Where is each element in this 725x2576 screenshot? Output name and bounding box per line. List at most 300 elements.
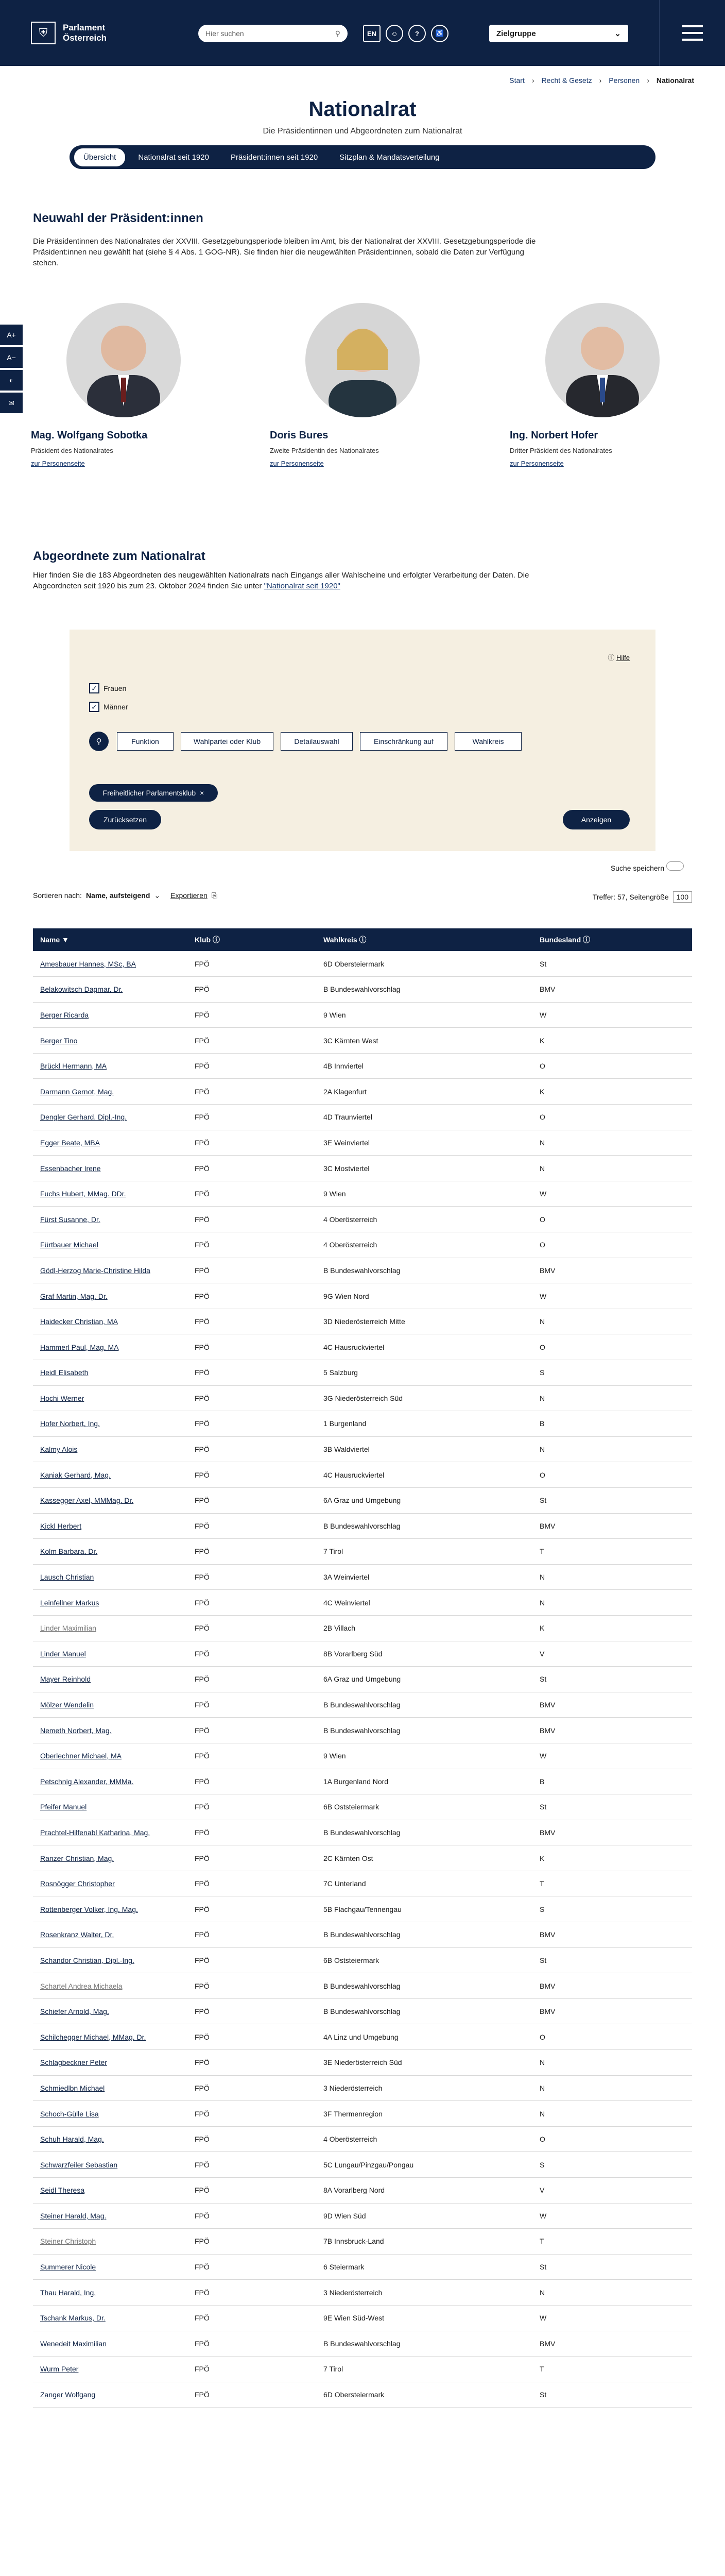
col-club-label: Klub [195,936,211,944]
deputy-link[interactable]: Petschnig Alexander, MMMa. [40,1777,134,1786]
show-button[interactable]: Anzeigen [563,810,630,829]
cell-constituency: 9 Wien [316,1002,532,1028]
accessibility-icon[interactable]: ♿ [431,25,448,42]
filter-function-button[interactable]: Funktion [117,732,174,751]
col-name-label: Name [40,936,60,944]
cell-state: BMV [532,2331,692,2357]
table-row [33,1258,692,1283]
deputy-link[interactable]: Summerer Nicole [40,2263,96,2272]
cell-constituency: 7 Tirol [316,2357,532,2382]
cell-club: FPÖ [187,2152,316,2178]
deputy-link[interactable]: Nemeth Norbert, Mag. [40,1726,112,1735]
cell-constituency: B Bundeswahlvorschlag [316,1922,532,1948]
cell-constituency: 4B Innviertel [316,1053,532,1079]
cell-state: K [532,1028,692,1054]
deputies-intro-text: Hier finden Sie die 183 Abgeordneten des neugewählten Nationalrats nach Eingangs aller Wahlscheine und erfolgter Verarbeitung der Daten. Die Abgeordneten seit 1920 bis zum 23. Oktober 2024 finden Sie unter [33,571,529,590]
cell-name [33,1334,187,1360]
cell-state: St [532,1947,692,1973]
cell-constituency: 7 Tirol [316,1539,532,1565]
cell-club: FPÖ [187,1028,316,1054]
export-icon[interactable]: ⎘ [211,891,217,900]
cell-name [33,2254,187,2280]
cell-name [33,1002,187,1028]
save-search-link[interactable] [611,861,684,872]
cell-club: FPÖ [187,1845,316,1871]
cell-club: FPÖ [187,1947,316,1973]
deputy-link[interactable]: Schmiedlbn Michael [40,2083,105,2092]
nationalrat-1920-link[interactable]: "Nationalrat seit 1920" [264,582,340,590]
filter-restriction-button[interactable]: Einschränkung auf [360,732,447,751]
cell-state: BMV [532,977,692,1003]
table-row [33,1947,692,1973]
cell-constituency: B Bundeswahlvorschlag [316,1258,532,1283]
deputy-link[interactable]: Schartel Andrea Michaela [40,1981,123,1990]
cell-state: N [532,1564,692,1590]
deputy-link[interactable]: Fürst Susanne, Dr. [40,1215,100,1224]
font-increase-button[interactable]: A+ [0,325,23,345]
cell-state: O [532,1232,692,1258]
cell-constituency: 3C Mostviertel [316,1156,532,1181]
cell-constituency: 1A Burgenland Nord [316,1769,532,1794]
cell-name [33,1641,187,1667]
cell-state: T [532,2357,692,2382]
cell-constituency: 3E Niederösterreich Süd [316,2050,532,2076]
cell-constituency: 3 Niederösterreich [316,2075,532,2101]
person-page-link[interactable]: zur Personenseite [510,460,564,467]
cell-constituency: 9D Wien Süd [316,2203,532,2229]
checkbox-women[interactable]: ✓ Frauen [89,683,126,693]
cell-club: FPÖ [187,951,316,977]
sort-value: Name, aufsteigend [85,891,150,900]
deputy-link[interactable]: Heidl Elisabeth [40,1368,89,1377]
cell-constituency: B Bundeswahlvorschlag [316,1513,532,1539]
cell-name [33,1028,187,1054]
table-row [33,1181,692,1207]
deputy-link[interactable]: Schandor Christian, Dipl.-Ing. [40,1956,134,1964]
table-row [33,2101,692,2127]
president-role: Dritter Präsident des Nationalrates [510,447,612,454]
cell-club: FPÖ [187,1207,316,1232]
page-subtitle: Die Präsidentinnen und Abgeordneten zum Nationalrat [263,127,462,135]
cell-state: S [532,1360,692,1386]
table-row [33,2254,692,2280]
cell-name [33,1283,187,1309]
cell-name [33,1667,187,1692]
cell-club: FPÖ [187,1334,316,1360]
menu-button[interactable] [659,0,725,66]
cell-name [33,1794,187,1820]
table-row [33,1079,692,1105]
tab-bar [70,145,655,169]
cell-state: N [532,1436,692,1462]
deputy-link[interactable]: Zanger Wolfgang [40,2391,96,2399]
col-state[interactable]: Bundesland ⓘ [532,928,692,951]
deputy-link[interactable]: Leinfellner Markus [40,1598,99,1607]
cell-constituency: 5 Salzburg [316,1360,532,1386]
reset-button[interactable]: Zurücksetzen [89,810,161,829]
cell-constituency: 7C Unterland [316,1871,532,1896]
president-photo [545,303,660,417]
cell-state: St [532,1487,692,1513]
table-row [33,1309,692,1334]
deputy-link[interactable]: Schlagbeckner Peter [40,2058,107,2067]
cell-club: FPÖ [187,1641,316,1667]
cell-club: FPÖ [187,1411,316,1437]
cell-club: FPÖ [187,1053,316,1079]
deputy-link[interactable]: Fürtbauer Michael [40,1241,98,1249]
cell-constituency: B Bundeswahlvorschlag [316,1820,532,1845]
cell-state: St [532,951,692,977]
deputy-link[interactable]: Haidecker Christian, MA [40,1317,118,1326]
table-row [33,1564,692,1590]
zielgruppe-label: Zielgruppe [496,29,536,38]
deputy-link[interactable]: Linder Maximilian [40,1624,96,1633]
president-name: Ing. Norbert Hofer [510,430,598,441]
mail-button[interactable]: ✉ [0,393,23,413]
cell-club: FPÖ [187,1820,316,1845]
contrast-button[interactable]: ◐ [0,370,23,391]
table-row [33,2357,692,2382]
deputy-link[interactable]: Brückl Hermann, MA [40,1062,107,1071]
cell-club: FPÖ [187,2305,316,2331]
cell-name [33,2178,187,2204]
deputy-link[interactable]: Egger Beate, MBA [40,1138,100,1147]
cell-name [33,2126,187,2152]
table-row [33,2075,692,2101]
section-heading-presidents: Neuwahl der Präsident:innen [33,211,203,225]
table-row [33,2024,692,2050]
deputy-link[interactable]: Essenbacher Irene [40,1164,101,1173]
easy-language-icon[interactable]: ☺ [386,25,403,42]
deputies-intro [33,570,538,591]
logo-line-2: Österreich [63,33,107,43]
cell-state: O [532,1207,692,1232]
cell-constituency: 6A Graz und Umgebung [316,1487,532,1513]
page-size-control [593,891,692,903]
cell-state: K [532,1845,692,1871]
president-role: Präsident des Nationalrates [31,447,113,454]
deputy-link[interactable]: Rosenkranz Walter, Dr. [40,1930,114,1939]
table-row [33,1794,692,1820]
cell-name [33,1769,187,1794]
cell-constituency: 4 Oberösterreich [316,2126,532,2152]
cell-constituency: 5B Flachgau/Tennengau [316,1896,532,1922]
person-page-link[interactable]: zur Personenseite [270,460,324,467]
toggle-icon [666,861,684,871]
cell-constituency: 2B Villach [316,1615,532,1641]
breadcrumb-item[interactable]: Personen [609,76,640,84]
cell-name [33,1411,187,1437]
deputy-link[interactable]: Fuchs Hubert, MMag. DDr. [40,1190,126,1198]
cell-constituency: 2C Kärnten Ost [316,1845,532,1871]
language-button[interactable]: EN [363,25,381,42]
table-row [33,1156,692,1181]
help-icon[interactable]: ? [408,25,426,42]
deputy-link[interactable]: Belakowitsch Dagmar, Dr. [40,985,123,994]
cell-club: FPÖ [187,1922,316,1948]
president-card [31,303,216,467]
cell-name [33,1360,187,1386]
cell-club: FPÖ [187,2280,316,2306]
cell-club: FPÖ [187,1896,316,1922]
filter-constituency-button[interactable]: Wahlkreis [455,732,522,751]
cell-name [33,1462,187,1488]
cell-name [33,1947,187,1973]
cell-constituency: B Bundeswahlvorschlag [316,1718,532,1743]
cell-name [33,1309,187,1334]
deputy-link[interactable]: Rottenberger Volker, Ing. Mag. [40,1905,138,1913]
filter-detail-button[interactable]: Detailauswahl [281,732,353,751]
table-row [33,2203,692,2229]
cell-constituency: 6 Steiermark [316,2254,532,2280]
cell-name [33,2050,187,2076]
table-row [33,1973,692,1999]
president-card [510,303,695,467]
cell-constituency: 6A Graz und Umgebung [316,1667,532,1692]
deputy-link[interactable]: Hammerl Paul, Mag. MA [40,1343,119,1351]
deputy-link[interactable]: Kolm Barbara, Dr. [40,1547,98,1556]
cell-constituency: 3C Kärnten West [316,1028,532,1054]
cell-name [33,977,187,1003]
deputy-link[interactable]: Graf Martin, Mag. Dr. [40,1292,108,1300]
president-photo [305,303,420,417]
deputy-link[interactable]: Seidl Theresa [40,2186,85,2195]
cell-constituency: 9E Wien Süd-West [316,2305,532,2331]
cell-club: FPÖ [187,1539,316,1565]
cell-state: BMV [532,1718,692,1743]
help-label: Hilfe [616,654,630,662]
close-icon[interactable]: × [200,789,204,797]
cell-club: FPÖ [187,1871,316,1896]
col-club[interactable]: Klub ⓘ [187,928,316,951]
table-row [33,1232,692,1258]
cell-club: FPÖ [187,2382,316,2408]
breadcrumb-item[interactable]: Start [509,76,525,84]
deputy-link[interactable]: Steiner Christoph [40,2237,96,2246]
help-link[interactable]: ⓘ Hilfe [608,654,630,662]
cell-name [33,1718,187,1743]
deputy-link[interactable]: Hochi Werner [40,1394,84,1402]
cell-constituency: 3E Weinviertel [316,1130,532,1156]
deputy-link[interactable]: Hofer Norbert, Ing. [40,1419,100,1428]
cell-state: O [532,1105,692,1130]
cell-state: N [532,2050,692,2076]
cell-state: V [532,2178,692,2204]
cell-club: FPÖ [187,977,316,1003]
tab-presidents-since-1920[interactable]: Präsident:innen seit 1920 [230,152,318,162]
sort-control[interactable] [33,891,217,900]
cell-state: BMV [532,1820,692,1845]
cell-constituency: 3 Niederösterreich [316,2280,532,2306]
cell-state: O [532,1462,692,1488]
table-row [33,2382,692,2408]
table-row [33,1845,692,1871]
cell-state: BMV [532,1922,692,1948]
cell-constituency: 4C Hausruckviertel [316,1462,532,1488]
cell-constituency: 3D Niederösterreich Mitte [316,1309,532,1334]
cell-state: S [532,2152,692,2178]
tab-seating-plan[interactable]: Sitzplan & Mandatsverteilung [339,152,440,162]
search-icon[interactable]: ⚲ [89,732,109,751]
checkbox-men[interactable]: ✓ Männer [89,702,128,712]
deputy-link[interactable]: Schuh Harald, Mag. [40,2135,104,2144]
deputy-link[interactable]: Kaniak Gerhard, Mag. [40,1470,111,1479]
cell-club: FPÖ [187,1181,316,1207]
cell-name [33,1053,187,1079]
breadcrumb: Start › Recht & Gesetz › Personen › Nationalrat [509,76,694,84]
checkbox-women-label: Frauen [103,684,127,692]
cell-name [33,1973,187,1999]
deputy-link[interactable]: Steiner Harald, Mag. [40,2211,107,2220]
cell-constituency: 4C Hausruckviertel [316,1334,532,1360]
table-row [33,2152,692,2178]
active-filter-chip[interactable] [89,784,218,802]
checkbox-men-label: Männer [103,703,128,711]
page-size-select[interactable]: 100 [673,891,692,903]
table-row [33,1820,692,1845]
deputy-link[interactable]: Darmann Gernot, Mag. [40,1087,114,1096]
cell-constituency: 4 Oberösterreich [316,1232,532,1258]
cell-state: N [532,2075,692,2101]
cell-state: BMV [532,1692,692,1718]
breadcrumb-item[interactable]: Recht & Gesetz [541,76,592,84]
cell-club: FPÖ [187,1436,316,1462]
table-row [33,1411,692,1437]
cell-name [33,1156,187,1181]
cell-state: N [532,2101,692,2127]
cell-name [33,1232,187,1258]
cell-club: FPÖ [187,1360,316,1386]
cell-state: N [532,1156,692,1181]
cell-name [33,1820,187,1845]
cell-state: B [532,1769,692,1794]
cell-name [33,2357,187,2382]
deputy-link[interactable]: Schwarzfeiler Sebastian [40,2160,118,2169]
cell-club: FPÖ [187,2101,316,2127]
tab-nationalrat-since-1920[interactable]: Nationalrat seit 1920 [138,152,209,162]
page-title: Nationalrat [308,98,417,121]
deputy-link[interactable]: Kassegger Axel, MMMag. Dr. [40,1496,134,1505]
table-row [33,1207,692,1232]
deputy-link[interactable]: Kickl Herbert [40,1521,82,1530]
tab-overview[interactable]: Übersicht [74,148,126,167]
cell-constituency: 6B Oststeiermark [316,1947,532,1973]
person-page-link[interactable]: zur Personenseite [31,460,85,467]
cell-constituency: 5C Lungau/Pinzgau/Pongau [316,2152,532,2178]
deputy-link[interactable]: Schoch-Gülle Lisa [40,2109,99,2118]
deputy-link[interactable]: Ranzer Christian, Mag. [40,1854,114,1862]
eagle-icon: ⛨ [31,22,56,44]
deputies-table [33,928,692,2408]
deputy-link[interactable]: Rosnögger Christopher [40,1879,115,1888]
logo[interactable] [31,22,107,44]
deputy-link[interactable]: Berger Ricarda [40,1010,89,1019]
col-constituency[interactable]: Wahlkreis ⓘ [316,928,532,951]
cell-state: O [532,1053,692,1079]
cell-state: T [532,1871,692,1896]
cell-name [33,2152,187,2178]
cell-constituency: 9 Wien [316,1181,532,1207]
cell-state: W [532,1181,692,1207]
deputy-link[interactable]: Mayer Reinhold [40,1675,91,1684]
cell-club: FPÖ [187,1794,316,1820]
breadcrumb-current: Nationalrat [656,76,694,84]
deputy-link[interactable]: Kalmy Alois [40,1445,78,1454]
cell-name [33,1896,187,1922]
cell-state: BMV [532,1973,692,1999]
deputy-link[interactable]: Lausch Christian [40,1573,94,1582]
table-row [33,1513,692,1539]
table-row [33,1641,692,1667]
deputy-link[interactable]: Prachtel-Hilfenabl Katharina, Mag. [40,1828,150,1837]
deputy-link[interactable]: Schilchegger Michael, MMag. Dr. [40,2032,146,2041]
deputy-link[interactable]: Wurm Peter [40,2365,79,2374]
search-input[interactable] [198,25,348,42]
cell-club: FPÖ [187,2075,316,2101]
table-row [33,2178,692,2204]
cell-constituency: 6B Oststeiermark [316,1794,532,1820]
col-name[interactable]: Name ▼ [33,928,187,951]
search-icon[interactable]: ⚲ [335,29,340,38]
cell-constituency: 4C Weinviertel [316,1590,532,1616]
table-row [33,2331,692,2357]
table-row [33,2305,692,2331]
cell-constituency: 7B Innsbruck-Land [316,2229,532,2255]
cell-state: T [532,1539,692,1565]
deputy-link[interactable]: Linder Manuel [40,1649,86,1658]
deputy-link[interactable]: Tschank Markus, Dr. [40,2314,106,2323]
cell-constituency: 1 Burgenland [316,1411,532,1437]
filter-party-button[interactable]: Wahlpartei oder Klub [181,732,273,751]
cell-state: W [532,1743,692,1769]
cell-constituency: B Bundeswahlvorschlag [316,1692,532,1718]
cell-club: FPÖ [187,1973,316,1999]
cell-name [33,2203,187,2229]
deputy-link[interactable]: Wenedeit Maximilian [40,2339,107,2348]
deputy-link[interactable]: Mölzer Wendelin [40,1701,94,1709]
col-constituency-label: Wahlkreis [323,936,357,944]
cell-constituency: 6D Obersteiermark [316,2382,532,2408]
font-decrease-button[interactable]: A− [0,347,23,368]
cell-club: FPÖ [187,2331,316,2357]
export-link[interactable]: Exportieren [170,891,208,900]
cell-constituency: 8A Vorarlberg Nord [316,2178,532,2204]
deputy-link[interactable]: Berger Tino [40,1036,78,1045]
cell-club: FPÖ [187,2357,316,2382]
table-row [33,1539,692,1565]
deputy-link[interactable]: Amesbauer Hannes, MSc, BA [40,959,136,968]
cell-name [33,1436,187,1462]
deputy-link[interactable]: Thau Harald, Ing. [40,2288,96,2297]
deputy-link[interactable]: Dengler Gerhard, Dipl.-Ing. [40,1113,127,1122]
table-row [33,1998,692,2024]
cell-club: FPÖ [187,1769,316,1794]
cell-name [33,1079,187,1105]
cell-name [33,1590,187,1616]
cell-club: FPÖ [187,1130,316,1156]
cell-state: St [532,1667,692,1692]
deputy-link[interactable]: Pfeifer Manuel [40,1803,87,1811]
cell-state: T [532,2229,692,2255]
deputy-link[interactable]: Gödl-Herzog Marie-Christine Hilda [40,1266,150,1275]
table-row [33,1462,692,1488]
cell-state: BMV [532,1258,692,1283]
deputy-link[interactable]: Oberlechner Michael, MA [40,1752,122,1760]
deputy-link[interactable]: Schiefer Arnold, Mag. [40,2007,109,2016]
cell-state: K [532,1615,692,1641]
zielgruppe-select[interactable] [489,25,628,42]
table-row [33,1667,692,1692]
